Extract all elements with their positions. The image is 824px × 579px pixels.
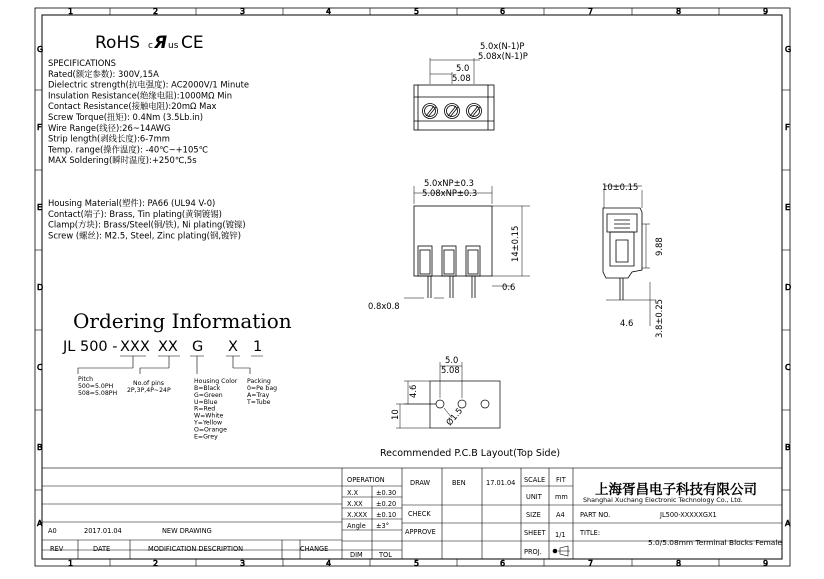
- draw-label: DRAW: [410, 479, 431, 487]
- zone-row-label: D: [785, 283, 792, 292]
- dim-pcb-10: 10: [390, 409, 400, 420]
- approve-label: APPROVE: [405, 528, 436, 536]
- color-option: Y=Yellow: [194, 419, 223, 427]
- spec-line: Dielectric strength(抗电强度): AC2000V/1 Minute: [48, 79, 250, 90]
- dim-front-height: 14±0.15: [510, 225, 520, 262]
- rev-description: NEW DRAWING: [162, 527, 212, 535]
- part-no: JL500-XXXXXGX1: [660, 511, 717, 519]
- spec-line: Rated(额定参数): 300V,15A: [48, 68, 159, 79]
- color-option: R=Red: [194, 405, 216, 413]
- zone-row-label: D: [37, 283, 44, 292]
- zone-column-label: 9: [763, 559, 769, 568]
- description-header: MODIFICATION DESCRIPTION: [148, 545, 244, 553]
- dim-side-height: 9.88: [654, 237, 664, 256]
- zone-column-label: 8: [676, 559, 682, 568]
- pcb-hole: [458, 400, 466, 408]
- dim-pcb-hole: Ø1.5: [443, 405, 465, 428]
- spec-line: Insulation Resistance(绝缘电阻):1000MΩ Min: [48, 90, 233, 101]
- size-label: SIZE: [526, 511, 541, 519]
- spec-line: Screw Torque(扭矩): 0.4Nm (3.5Lb.in): [48, 112, 204, 122]
- pcb-caption: Recommended P.C.B Layout(Top Side): [380, 448, 561, 459]
- pins-option: 2P,3P,4P~24P: [127, 387, 171, 394]
- unit-value: mm: [555, 493, 568, 501]
- zone-column-label: 7: [588, 7, 594, 16]
- dim-top-pitch-2: 5.08: [452, 73, 471, 83]
- zone-row-label: B: [37, 443, 43, 452]
- tolerance-value: ±0.20: [376, 500, 397, 508]
- proj-label: PROJ.: [524, 548, 542, 556]
- zone-row-label: A: [785, 519, 791, 528]
- zone-column-label: 5: [414, 7, 420, 16]
- tol-label: TOL: [379, 551, 392, 559]
- certification-marks: [95, 33, 204, 53]
- zone-column-label: 9: [763, 7, 769, 16]
- packing-option: A=Tray: [247, 391, 270, 399]
- sheet-value: 1/1: [555, 531, 566, 539]
- zone-column-label: 1: [68, 559, 74, 568]
- dim-top-pitch-1: 5.0: [456, 63, 470, 73]
- dim-side-width: 10±0.15: [602, 182, 639, 192]
- change-header: CHANGE: [300, 545, 329, 553]
- ordering-code-x: X: [228, 339, 238, 355]
- zone-column-label: 1: [68, 7, 74, 16]
- zone-column-label: 2: [153, 7, 159, 16]
- tolerance-dim: X.X: [347, 489, 359, 497]
- zone-row-label: E: [785, 203, 791, 212]
- ordering-code-1: 1: [253, 339, 263, 355]
- zone-row-label: B: [785, 443, 791, 452]
- title-label: TITLE:: [580, 529, 601, 537]
- zone-row-label: E: [37, 203, 43, 212]
- dim-pcb-4-6: 4.6: [408, 384, 418, 398]
- zone-column-label: 4: [326, 7, 332, 16]
- zone-row-label: G: [37, 45, 44, 54]
- zone-row-label: G: [785, 45, 792, 54]
- ul-mark-icon: Я: [154, 33, 168, 53]
- tolerance-value: ±0.30: [376, 489, 397, 497]
- color-option: O=Orange: [194, 426, 227, 434]
- zone-column-label: 8: [676, 7, 682, 16]
- ul-us-mark: us: [168, 41, 179, 51]
- ordering-information: [62, 309, 292, 440]
- zone-column-label: 6: [500, 559, 506, 568]
- pitch-option: 508=5.08PH: [78, 390, 118, 397]
- color-option: B=Black: [194, 385, 221, 392]
- ordering-code-prefix: JL 500 -: [63, 339, 118, 355]
- zone-row-label: C: [785, 363, 791, 372]
- side-view-drawing: [603, 186, 656, 326]
- pins-title: No.of pins: [133, 380, 164, 387]
- check-label: CHECK: [408, 510, 431, 518]
- packing-options: [246, 385, 277, 406]
- date-header: DATE: [93, 545, 111, 553]
- color-option: G=Green: [194, 391, 223, 399]
- company-name-en: Shanghai Xuchang Electronic Technology Co., Ltd.: [583, 496, 743, 504]
- company-name-cn: 上海胥昌电子科技有限公司: [595, 482, 757, 498]
- spec-line: SPECIFICATIONS: [48, 58, 116, 68]
- sheet-label: SHEET: [524, 529, 546, 537]
- tolerance-dim: Angle: [347, 522, 366, 530]
- pcb-hole: [481, 400, 489, 408]
- zone-row-label: F: [37, 123, 42, 132]
- zone-column-label: 3: [240, 7, 246, 16]
- projection-symbol-icon: [553, 546, 570, 556]
- zone-row-label: A: [37, 519, 43, 528]
- color-options: [193, 385, 227, 440]
- color-title: Housing Color: [194, 378, 238, 385]
- packing-option: T=Tube: [247, 398, 271, 406]
- tolerance-dim: X.XX: [347, 500, 363, 508]
- spec-line: Temp. range(操作温度): -40℃~+105℃: [48, 144, 209, 155]
- ordering-code-xxx: XXX: [120, 339, 150, 355]
- zone-column-label: 5: [414, 559, 420, 568]
- zone-column-label: 2: [153, 559, 159, 568]
- specifications-block: [47, 58, 249, 165]
- operation-label: OPERATION: [347, 476, 385, 484]
- tolerance-table: [347, 489, 396, 530]
- material-line: Housing Material(塑件): PA66 (UL94 V-0): [48, 198, 216, 208]
- material-line: Clamp(方块): Brass/Steel(铜/铁), Ni plating(镀镍): [48, 219, 246, 230]
- part-no-label: PART NO.: [580, 511, 611, 519]
- scale-value: FIT: [556, 476, 566, 484]
- rev-header: REV: [50, 545, 64, 553]
- top-view-drawing: [414, 58, 494, 130]
- rev-value: A0: [48, 527, 57, 535]
- tolerance-dim: X.XXX: [347, 511, 368, 519]
- pitch-title: Pitch: [78, 376, 94, 383]
- ce-mark: CE: [181, 33, 204, 53]
- zone-column-label: 7: [588, 559, 594, 568]
- dim-front-np-2: 5.08xNP±0.3: [422, 188, 478, 198]
- material-line: Screw (螺丝): M2.5, Steel, Zinc plating(钢,镀锌): [48, 230, 242, 241]
- ul-c-mark: c: [148, 41, 153, 51]
- size-value: A4: [556, 511, 565, 519]
- spec-line: Contact Resistance(接触电阻):20mΩ Max: [48, 101, 217, 112]
- spec-line: Wire Range(线径):26~14AWG: [48, 122, 171, 133]
- spec-line: Strip length(剥线长度):6-7mm: [48, 133, 170, 144]
- rohs-label: RoHS: [95, 33, 141, 53]
- packing-title: Packing: [247, 378, 271, 385]
- pitch-option: 500=5.0PH: [78, 383, 114, 390]
- ordering-title: Ordering Information: [73, 309, 292, 333]
- color-option: U=Blue: [194, 398, 218, 406]
- dim-top-np-1: 5.0x(N-1)P: [480, 41, 525, 51]
- unit-label: UNIT: [526, 493, 542, 501]
- packing-option: 0=Pe bag: [247, 385, 278, 392]
- zone-row-label: F: [785, 123, 790, 132]
- ordering-code-xx: XX: [158, 339, 178, 355]
- zone-column-label: 6: [500, 7, 506, 16]
- drawing-title: 5.0/5.08mm Terminal Blocks Female: [648, 538, 782, 547]
- dim-front-np-1: 5.0xNP±0.3: [424, 178, 474, 188]
- materials-block: [48, 198, 246, 240]
- drawn-by: BEN: [452, 479, 466, 487]
- rev-date: 2017.01.04: [84, 527, 122, 535]
- dim-pcb-pitch-2: 5.08: [441, 365, 460, 375]
- color-option: E=Grey: [194, 433, 218, 441]
- tolerance-value: ±3°: [376, 522, 390, 530]
- dim-front-pin: 0.6: [502, 282, 516, 292]
- title-block-text: [48, 476, 782, 559]
- dim-top-np-2: 5.08x(N-1)P: [478, 51, 528, 61]
- zone-row-label: C: [37, 363, 43, 372]
- zone-column-label: 4: [326, 559, 332, 568]
- spec-line: MAX Soldering(瞬时温度):+250℃,5s: [48, 155, 197, 166]
- dim-label: DIM: [350, 551, 363, 559]
- dim-front-pin-size: 0.8x0.8: [368, 301, 400, 311]
- zone-column-label: 3: [240, 559, 246, 568]
- pcb-hole: [436, 400, 444, 408]
- scale-label: SCALE: [524, 476, 546, 484]
- color-option: W=White: [194, 412, 224, 420]
- material-line: Contact(端子): Brass, Tin plating(黄铜镀锡): [48, 208, 222, 219]
- draw-date: 17.01.04: [486, 479, 516, 487]
- tolerance-value: ±0.10: [376, 511, 397, 519]
- dim-side-pin: 3.8±0.25: [654, 299, 664, 338]
- dim-side-offset: 4.6: [620, 318, 634, 328]
- ordering-code-g: G: [192, 339, 204, 355]
- dim-pcb-pitch-1: 5.0: [445, 355, 459, 365]
